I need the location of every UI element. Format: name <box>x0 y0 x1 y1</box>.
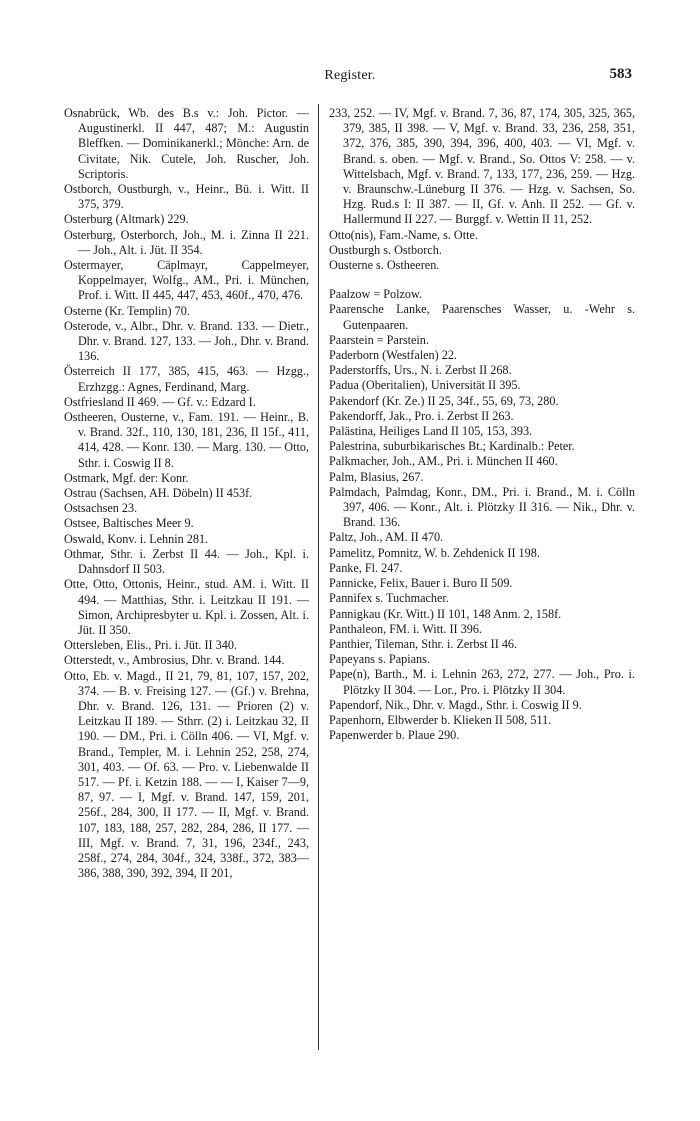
index-entry: Palm, Blasius, 267. <box>329 469 424 484</box>
index-entry: Papenwerder b. Plaue 290. <box>329 728 460 743</box>
index-entry: Ottersleben, Elis., Pri. i. Jüt. II 340. <box>64 638 237 653</box>
running-header-title: Register. <box>324 68 376 83</box>
index-entry: Papendorf, Nik., Dhr. v. Magd., Sthr. i. Coswig II 9. <box>329 697 582 712</box>
page-number: 583 <box>609 66 632 82</box>
index-entry: Osterburg (Altmark) 229. <box>64 212 189 227</box>
index-entry: Paarstein = Parstein. <box>329 332 429 347</box>
index-entry: 233, 252. — IV, Mgf. v. Brand. 7, 36, 87, 174, 305, 325, 365, 379, 385, II 398. — V, Mgf. v. Brand. 33, 236, 258, 351, 372, 376, 385, 390, 394, 396, 400, 403. — VI, Mgf. v. Brand. s. oben. — Mgf. v. Brand., So. Ottos V: 258. — v. Wittelsbach, Mgf. v. Brand. 7, 133, 177, 236, 259. — Hzg. v. Braunschw.-Lüneburg II 376. — Hzg. v. Sachsen, So. Hzg. Rud.s I: II 387. — II, Gf. v. Anh. II 252. — Gf. v. Hallermund II 227. — Burggf. v. Wettin II 11, 252. <box>329 106 635 227</box>
index-entry: Pannigkau (Kr. Witt.) II 101, 148 Anm. 2, 158f. <box>329 606 562 621</box>
index-entry: Ostmark, Mgf. der: Konr. <box>64 470 189 485</box>
index-entry: Panke, Fl. 247. <box>329 560 403 575</box>
index-entry: Paderstorffs, Urs., N. i. Zerbst II 268. <box>329 363 512 378</box>
left-column <box>64 106 309 881</box>
index-entry: Pakendorff, Jak., Pro. i. Zerbst II 263. <box>329 408 514 423</box>
index-entry: Ostrau (Sachsen, AH. Döbeln) II 453f. <box>64 486 253 501</box>
right-column <box>329 106 635 743</box>
index-entry: Ostfriesland II 469. — Gf. v.: Edzard I. <box>64 394 256 409</box>
index-entry: Ostheeren, Ousterne, v., Fam. 191. — Heinr., B. v. Brand. 32f., 110, 130, 181, 236, II 15f., 411, 414, 428. — Konr. 130. — Marg. 130. — Otto, Sthr. i. Coswig II 8. <box>64 410 309 470</box>
index-entry: Padua (Oberitalien), Universität II 395. <box>329 378 521 393</box>
index-entry: Ostborch, Oustburgh, v., Heinr., Bü. i. Witt. II 375, 379. <box>64 182 309 212</box>
index-entry: Oustburgh s. Ostborch. <box>329 242 442 257</box>
index-entry: Papeyans s. Papians. <box>329 652 430 667</box>
index-entry: Österreich II 177, 385, 415, 463. — Hzgg., Erzhzgg.: Agnes, Ferdinand, Marg. <box>64 364 309 394</box>
index-entry: Otto, Eb. v. Magd., II 21, 79, 81, 107, 157, 202, 374. — B. v. Freising 127. — (Gf.) v. Brehna, Dhr. v. Brand. 126, 131. — Prioren (2) v. Leitzkau II 189. — Sthrr. (2) i. Leitzkau 32, II 190. — DM., Pri. i. Cölln 406. — VI, Mgf. v. Brand., Templer, M. i. Lehnin 252, 258, 274, 301, 403. — Of. 63. — Pro. v. Liebenwalde II 517. — Pf. i. Ketzin 188. — — I, Kaiser 7—9, 87, 97. — I, Mgf. v. Brand. 147, 159, 201, 256f., 284, 300, II 177. — II, Mgf. v. Brand. 107, 183, 188, 257, 282, 284, 286, II 177. — III, Mgf. v. Brand. 7, 31, 196, 234f., 243, 258f., 274, 284, 304f., 324, 338f., 372, 383—386, 388, 390, 392, 394, II 201, <box>64 668 309 881</box>
index-entry: Papenhorn, Elbwerder b. Klieken II 508, 511. <box>329 712 552 727</box>
index-entry: Othmar, Sthr. i. Zerbst II 44. — Joh., Kpl. i. Dahnsdorf II 503. <box>64 546 309 577</box>
index-entry: Otto(nis), Fam.-Name, s. Otte. <box>329 227 478 242</box>
index-entry: Pape(n), Barth., M. i. Lehnin 263, 272, 277. — Joh., Pro. i. Plötzky II 304. — Lor., Pro. i. Plötzky II 304. <box>329 667 635 697</box>
index-entry: Panthaleon, FM. i. Witt. II 396. <box>329 621 482 636</box>
index-entry: Pannifex s. Tuchmacher. <box>329 591 449 606</box>
index-entry: Oswald, Konv. i. Lehnin 281. <box>64 531 209 546</box>
index-entry: Osnabrück, Wb. des B.s v.: Joh. Pictor. — Augustinerkl. II 447, 487; M.: Augustin Bleffken. — Dominikanerkl.; Mönche: Arn. de Civitate, Nik. Cutele, Joh. Ruscher, Joh. Scriptoris. <box>64 106 309 181</box>
index-entry: Pakendorf (Kr. Ze.) II 25, 34f., 55, 69, 73, 280. <box>329 393 559 408</box>
index-entry: Otterstedt, v., Ambrosius, Dhr. v. Brand. 144. <box>64 653 285 668</box>
index-entry: Palkmacher, Joh., AM., Pri. i. München II 460. <box>329 454 558 469</box>
index-entry: Palmdach, Palmdag, Konr., DM., Pri. i. Brand., M. i. Cölln 397, 406. — Konr., Alt. i. Plötzky II 316. — Nik., Dhr. v. Brand. 136. <box>329 484 635 530</box>
index-entry: Osterne (Kr. Templin) 70. <box>64 303 190 318</box>
index-entry: Ostsee, Baltisches Meer 9. <box>64 516 194 531</box>
index-entry: Osterburg, Osterborch, Joh., M. i. Zinna II 221. — Joh., Alt. i. Jüt. II 354. <box>64 227 309 257</box>
index-entry: Pannicke, Felix, Bauer i. Buro II 509. <box>329 576 513 591</box>
index-entry: Paalzow = Polzow. <box>329 287 423 302</box>
index-entry: Paderborn (Westfalen) 22. <box>329 348 457 363</box>
index-entry: Palestrina, suburbikarisches Bt.; Kardinalb.: Peter. <box>329 439 575 454</box>
column-divider <box>318 104 319 1050</box>
index-entry: Ostermayer, Cäplmayr, Cappelmeyer, Koppelmayer, Wolfg., AM., Pri. i. München, Prof. i. Witt. II 445, 447, 453, 460f., 470, 476. <box>64 258 309 303</box>
index-entry: Ostsachsen 23. <box>64 501 138 516</box>
index-entry: Osterode, v., Albr., Dhr. v. Brand. 133. — Dietr., Dhr. v. Brand. 127, 133. — Joh., Dhr. v. Brand. 136. <box>64 318 309 364</box>
index-entry: Panthier, Tileman, Sthr. i. Zerbst II 46. <box>329 636 518 651</box>
index-entry: Paltz, Joh., AM. II 470. <box>329 530 444 545</box>
index-entry: Pamelitz, Pomnitz, W. b. Zehdenick II 198. <box>329 545 540 560</box>
index-entry: Ousterne s. Ostheeren. <box>329 258 440 273</box>
letter-section-gap <box>329 273 635 287</box>
index-entry: Paarensche Lanke, Paarensches Wasser, u. -Wehr s. Gutenpaaren. <box>329 302 635 332</box>
index-entry: Palästina, Heiliges Land II 105, 153, 393. <box>329 424 533 439</box>
index-entry: Otte, Otto, Ottonis, Heinr., stud. AM. i. Witt. II 494. — Matthias, Sthr. i. Leitzkau II 191. — Simon, Archipresbyter u. Kpl. i. Zossen, Alt. i. Jüt. II 350. <box>64 577 309 637</box>
